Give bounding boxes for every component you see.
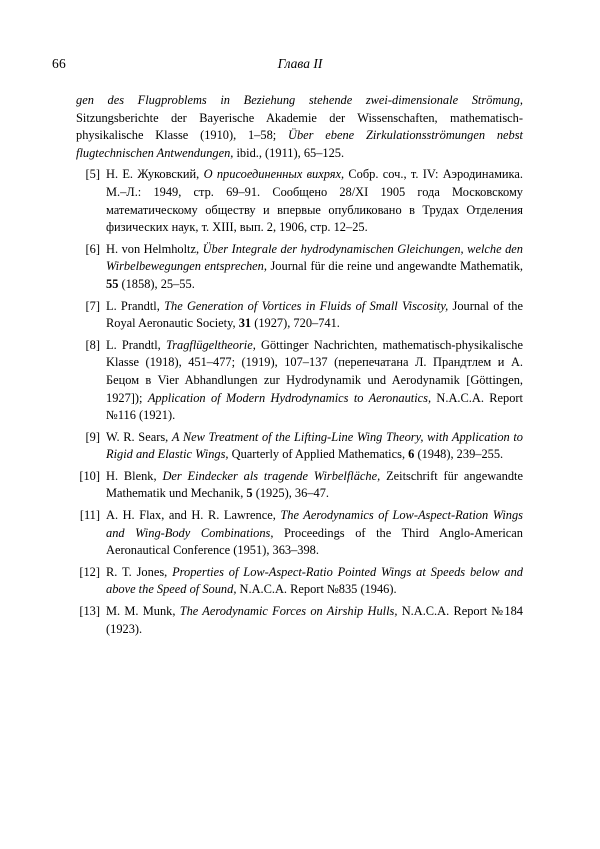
text-run: R. T. Jones, bbox=[106, 564, 173, 579]
text-run: Journal für die reine und angewandte Mathematik, bbox=[266, 259, 524, 274]
page-header bbox=[52, 56, 548, 74]
reference-number: [7] bbox=[85, 298, 100, 313]
text-run: A. H. Flax, and H. R. Lawrence, bbox=[106, 508, 281, 523]
reference-number: [6] bbox=[85, 241, 100, 256]
italic-title: О присоединенных вихрях, bbox=[203, 167, 345, 182]
italic-title: Über ebene Zirkulationsströmungen nebst flugtechnischen Antwendungen, bbox=[76, 128, 523, 160]
reference-number: [9] bbox=[85, 429, 100, 444]
italic-title: gen des Flugproblems in Beziehung stehende zwei-dimensionale Strömung, bbox=[76, 93, 523, 107]
reference-text bbox=[106, 564, 523, 599]
reference-number: [10] bbox=[79, 468, 100, 483]
reference-entry bbox=[76, 507, 523, 560]
text-run: N.A.C.A. Report №116 (1921). bbox=[106, 390, 523, 423]
italic-title: Über Integrale der hydrodynamischen Gleichungen, welche den Wirbelbewegungen entsprechen, bbox=[106, 241, 523, 274]
reference-entry bbox=[76, 603, 523, 638]
reference-entry bbox=[76, 241, 523, 294]
text-run: Proceedings of the Third Anglo-American Aeronautical Conference (1951), 363–398. bbox=[106, 525, 523, 558]
reference-list bbox=[76, 166, 523, 638]
text-run: L. Prandtl, bbox=[106, 298, 165, 313]
text-run: (1948), 239–255. bbox=[414, 447, 504, 462]
text-run: (1927), 720–741. bbox=[251, 316, 340, 331]
continued-paragraph bbox=[76, 92, 523, 162]
reference-text bbox=[106, 603, 523, 638]
italic-title: Der Eindecker als tragende Wirbelfläche, bbox=[162, 468, 381, 483]
text-run: ibid., (1911), 65–125. bbox=[233, 145, 345, 160]
italic-title: Properties of Low-Aspect-Ratio Pointed Wings at Speeds below and above the Speed of Sound, bbox=[106, 564, 523, 597]
reference-entry bbox=[76, 298, 523, 333]
italic-title: Application of Modern Hydrodynamics to Aeronautics, bbox=[147, 390, 432, 405]
reference-text bbox=[106, 166, 523, 236]
text-run: Собр. соч., т. IV: Аэродинамика. М.–Л.: 1949, стр. 69–91. Сообщено 28/XI 1905 года Московскому математическому обществу и впервые опубликовано в Трудах Отделения физических наук, т. XIII, вып. 2, 1906, стр. 12–25. bbox=[106, 167, 523, 235]
reference-entry bbox=[76, 468, 523, 503]
reference-entry bbox=[76, 429, 523, 464]
volume-number: 6 bbox=[408, 447, 415, 462]
italic-title: The Aerodynamics of Low-Aspect-Ration Wings and Wing-Body Combinations, bbox=[106, 508, 523, 540]
reference-entry bbox=[76, 564, 523, 599]
reference-text bbox=[106, 468, 523, 503]
reference-text bbox=[106, 241, 523, 294]
italic-title: A New Treatment of the Lifting-Line Wing Theory, with Application to Rigid and Elastic Wings, bbox=[106, 429, 524, 462]
page-number: 66 bbox=[52, 56, 66, 71]
reference-text bbox=[106, 507, 523, 560]
text-run: (1925), 36–47. bbox=[252, 486, 330, 501]
reference-entry bbox=[76, 337, 523, 425]
text-run: N.A.C.A. Report №835 (1946). bbox=[236, 582, 397, 597]
reference-number: [11] bbox=[79, 508, 100, 523]
text-run: (1858), 25–55. bbox=[118, 276, 195, 291]
volume-number: 5 bbox=[246, 486, 253, 501]
text-run: L. Prandtl, bbox=[106, 337, 166, 352]
reference-number: [5] bbox=[85, 167, 100, 182]
text-run: Sitzungsberichte der Bayerische Akademie der Wissenschaften, mathematisch-physikalische Klasse (1910), 1–58; bbox=[76, 110, 523, 143]
text-run: Göttinger Nachrichten, mathematisch-physikalische Klasse (1918), 451–477; (1919), 107–137 (перепечатана Л. Прандтлем и А. Бецом в Vier Abhandlungen zur Hydrodynamik und Aerodynamik [Göttingen, 1927]); bbox=[106, 337, 523, 405]
text-run: W. R. Sears, bbox=[106, 429, 172, 444]
volume-number: 55 bbox=[106, 276, 119, 291]
reference-number: [13] bbox=[79, 604, 100, 619]
volume-number: 31 bbox=[238, 316, 252, 331]
reference-entry bbox=[76, 166, 523, 236]
text-run: H. von Helmholtz, bbox=[106, 241, 203, 256]
italic-title: The Generation of Vortices in Fluids of Small Viscosity, bbox=[164, 298, 449, 313]
reference-text bbox=[106, 429, 523, 464]
bibliography-block bbox=[76, 92, 523, 638]
text-run: H. Blenk, bbox=[106, 468, 163, 483]
running-title: Глава II bbox=[277, 56, 323, 71]
reference-text bbox=[106, 298, 523, 333]
text-run: Quarterly of Applied Mathematics, bbox=[228, 447, 409, 462]
text-run: Journal of the Royal Aeronautic Society, bbox=[106, 298, 523, 331]
italic-title: Tragflügeltheorie, bbox=[165, 337, 256, 352]
reference-text bbox=[106, 337, 523, 425]
reference-number: [12] bbox=[79, 564, 100, 579]
text-run: Н. Е. Жуковский, bbox=[106, 167, 204, 182]
reference-number: [8] bbox=[85, 337, 100, 352]
italic-title: The Aerodynamic Forces on Airship Hulls, bbox=[179, 604, 398, 619]
text-run: Zeitschrift für angewandte Mathematik und Mechanik, bbox=[106, 468, 523, 501]
text-run: N.A.C.A. Report №184 (1923). bbox=[106, 604, 523, 636]
text-run: M. M. Munk, bbox=[106, 604, 180, 619]
